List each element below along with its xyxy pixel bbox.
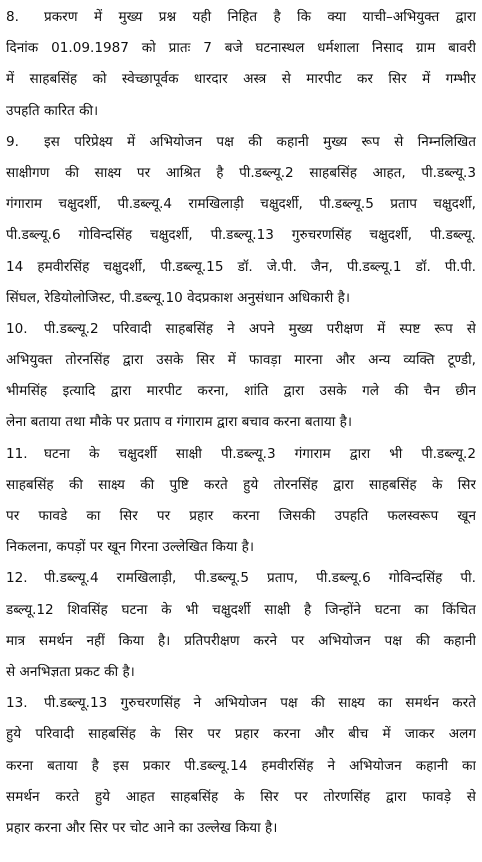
paragraph-line: 11. घटना के चक्षुदर्शी साक्षी पी.डब्ल्यू.3 गंगाराम द्वारा भी पी.डब्ल्यू.2 [6,439,476,470]
paragraph-line: साहबसिंह की साक्ष्य की पुष्टि करते हुये तोरनसिंह द्वारा साहबसिंह के सिर [6,476,476,493]
paragraph-number: 13. [6,695,28,712]
paragraph-line: 8. प्रकरण में मुख्य प्रश्न यही निहित है कि क्या याची–अभियुक्त द्वारा [6,2,476,33]
paragraph-line: हुये परिवादी साहबसिंह के सिर पर प्रहार करना और बीच में जाकर अलग [6,726,476,743]
paragraph-line: में साहबसिंह को स्वेच्छापूर्वक धारदार अस्त्र से मारपीट कर सिर में गम्भीर [6,71,476,88]
paragraph-line: साक्षीगण की साक्ष्य पर आश्रित है पी.डब्ल्यू.2 साहबसिंह आहत, पी.डब्ल्यू.3 [6,164,476,181]
paragraph-number: 8. [6,9,19,25]
paragraph-line: 12. पी.डब्ल्यू.4 रामखिलाड़ी, पी.डब्ल्यू.5 प्रताप, पी.डब्ल्यू.6 गोविन्दसिंह पी. [6,563,476,594]
paragraph-line: मात्र समर्थन नहीं किया है। प्रतिपरीक्षण करने पर अभियोजन पक्ष की कहानी [6,632,476,649]
paragraph-line: 13. पी.डब्ल्यू.13 गुरुचरणसिंह ने अभियोजन पक्ष की साक्ष्य का समर्थन करते [6,688,476,719]
paragraph-10 [6,314,476,439]
paragraph-line: से अनभिज्ञता प्रकट की है। [6,663,135,680]
paragraph-line: पी.डब्ल्यू.6 गोविन्दसिंह चक्षुदर्शी, पी.डब्ल्यू.13 गुरुचरणसिंह चक्षुदर्शी, पी.डब्ल्यू. [6,227,476,244]
paragraph-line: 14 हमवीरसिंह चक्षुदर्शी, पी.डब्ल्यू.15 डॉ. जे.पी. जैन, पी.डब्ल्यू.1 डॉ. पी.पी. [6,258,476,275]
paragraph-line: पर फावडे का सिर पर प्रहार करना जिसकी उपहति फलस्वरूप खून [6,508,476,524]
paragraph-line: 10. पी.डब्ल्यू.2 परिवादी साहबसिंह ने अपने मुख्य परीक्षण में स्पष्ट रूप से [6,314,476,345]
paragraph-9 [6,127,476,314]
paragraph-number: 11. [6,445,28,462]
paragraph-number: 12. [6,570,28,587]
paragraph-number: 10. [6,320,28,337]
paragraph-12 [6,563,476,688]
paragraph-line: समर्थन करते हुये आहत साहबसिंह के सिर पर तोरणसिंह द्वारा फावड़े से [6,788,476,805]
paragraph-line: सिंघल, रेडियोलोजिस्ट, पी.डब्ल्यू.10 वेदप्रकाश अनुसंधान अधिकारी है। [6,289,350,306]
paragraph-line: लेना बताया तथा मौके पर प्रताप व गंगाराम द्वारा बचाव करना बताया है। [6,414,352,431]
paragraph-line: दिनांक 01.09.1987 को प्रातः 7 बजे घटनास्थल धर्मशाला निसाद ग्राम बावरी [6,40,476,57]
paragraph-line: गंगाराम चक्षुदर्शी, पी.डब्ल्यू.4 रामखिलाड़ी चक्षुदर्शी, पी.डब्ल्यू.5 प्रताप चक्षुदर्शी, [6,196,476,213]
paragraph-line: डब्ल्यू.12 शिवसिंह घटना के भी चक्षुदर्शी साक्षी है जिन्होंने घटना का किंचित [6,601,476,618]
paragraph-8 [6,2,476,127]
paragraph-line: प्रहार करना और सिर पर चोट आने का उल्लेख किया है। [6,819,278,836]
paragraph-line: उपहति कारित की। [6,102,99,119]
paragraph-line: निकलना, कपड़ों पर खून गिरना उल्लेखित किया है। [6,539,254,556]
paragraph-line: 9. इस परिप्रेक्ष्य में अभियोजन पक्ष की कहानी मुख्य रूप से निम्नलिखित [6,127,476,158]
paragraph-11 [6,439,476,564]
paragraph-line: भीमसिंह इत्यादि द्वारा मारपीट करना, शांति द्वारा उसके गले की चैन छीन [6,383,476,400]
paragraph-number: 9. [6,133,19,150]
paragraph-line: करना बताया है इस प्रकार पी.डब्ल्यू.14 हमवीरसिंह ने अभियोजन कहानी का [6,757,476,774]
paragraph-13 [6,688,476,844]
paragraph-line: अभियुक्त तोरनसिंह द्वारा उसके सिर में फावड़ा मारना और अन्य व्यक्ति टूण्डी, [6,352,476,369]
